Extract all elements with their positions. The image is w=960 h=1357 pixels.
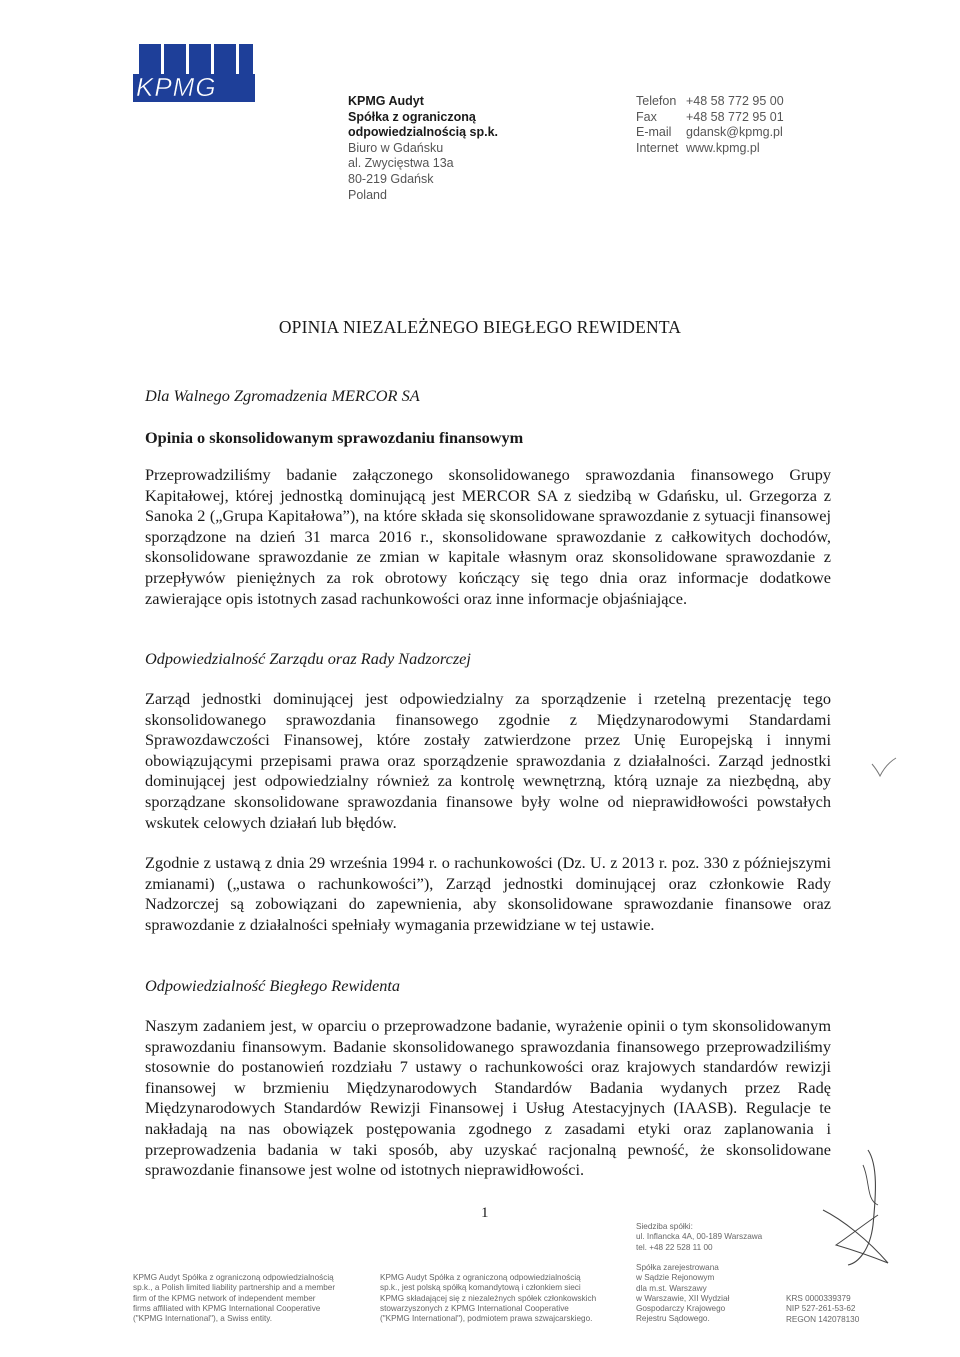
- paragraph-auditor-responsibility: Naszym zadaniem jest, w oparciu o przeprowadzone badanie, wyrażenie opinii o tym skonsolidowanym sprawozdaniu finansowym. Badanie skonsolidowanego sprawozdania finansowego przeprowadziliśmy stosownie do postanowień rozdziału 7 ustawy o rachunkowości oraz krajowych standardów rewizji finansowej w brzmieniu Międzynarodowych Standardów Badania wydanych przez Radę Międzynarodowych Standardów Rewizji Finansowej i Usług Atestacyjnych (IAASB). Regulacje te nakładają na nas obowiązek postępowania zgodnego z zasadami etyki oraz zaplanowania i przeprowadzenia badania w taki sposób, aby uzyskać racjonalną pewność, że skonsolidowane sprawozdanie finansowe jest wolne od istotnych nieprawidłowości.: [145, 1016, 831, 1180]
- handwritten-mark-icon: [868, 756, 898, 780]
- footer-line: Siedziba spółki:: [636, 1222, 693, 1231]
- footer-line: w Sądzie Rejonowym: [636, 1273, 715, 1283]
- company-name-line-3: odpowiedzialnością sp.k.: [348, 125, 499, 140]
- contact-label: Telefon: [636, 94, 677, 108]
- contact-row-phone: [636, 94, 784, 110]
- footer-line: NIP 527-261-53-62: [786, 1304, 856, 1314]
- section-heading-opinion: Opinia o skonsolidowanym sprawozdaniu finansowym: [145, 428, 524, 447]
- paragraph-audit-scope: Przeprowadziliśmy badanie załączonego skonsolidowanego sprawozdania finansowego Grupy Kapitałowej, której jednostką dominującą jest MERCOR SA z siedzibą w Gdańsku, ul. Grzegorza z Sanoka 2 („Grupa Kapitałowa”), na które składa się skonsolidowane sprawozdanie z sytuacji finansowej sporządzone na dzień 31 marca 2016 r., skonsolidowane sprawozdanie z całkowitych dochodów, skonsolidowane sprawozdanie ze zmian w kapitale własnym oraz skonsolidowane sprawozdanie z przepływów pieniężnych za rok obrotowy kończący się tego dnia oraz informacje dodatkowe zawierające opis istotnych zasad rachunkowości oraz inne informacje objaśniające.: [145, 465, 831, 608]
- svg-text:KPMG: KPMG: [136, 72, 217, 102]
- footer-line: KPMG Audyt Spółka z ograniczoną odpowiedzialnością: [380, 1273, 581, 1282]
- footer-registry-numbers: [786, 1294, 859, 1325]
- company-name-line-2: Spółka z ograniczoną: [348, 109, 476, 124]
- contact-label: Fax: [636, 109, 657, 124]
- address-line-1: Biuro w Gdańsku: [348, 140, 444, 155]
- footer-seat: [636, 1222, 762, 1253]
- contact-row-fax: [636, 110, 784, 126]
- footer-line: sp.k., a Polish limited liability partnership and a member: [133, 1283, 336, 1293]
- footer-line: sp.k., jest polską spółką komandytową i członkiem sieci: [380, 1283, 581, 1293]
- footer-line: firm of the KPMG network of independent member: [133, 1293, 316, 1303]
- footer-line: KPMG składającej się z niezależnych spółek członkowskich: [380, 1293, 597, 1303]
- footer-legal-pl: [380, 1273, 596, 1324]
- section-heading-management-responsibility: Odpowiedzialność Zarządu oraz Rady Nadzorczej: [145, 649, 471, 668]
- contact-row-internet: [636, 141, 784, 157]
- footer-line: dla m.st. Warszawy: [636, 1283, 707, 1293]
- signature-icon: [818, 1145, 893, 1270]
- footer-line: w Warszawie, XII Wydział: [636, 1293, 730, 1303]
- footer-line: Gospodarczy Krajowego: [636, 1304, 726, 1314]
- paragraph-management-responsibility: Zarząd jednostki dominującej jest odpowiedzialny za sporządzenie i rzetelną prezentację tego skonsolidowanego sprawozdania finansowego zgodnie z Międzynarodowymi Standardami Sprawozdawczości Finansowej, które zostały zatwierdzone przez Unię Europejską i innymi obowiązującymi przepisami prawa oraz sporządzenie sprawozdania z działalności. Zarząd jednostki dominującej jest odpowiedzialny również za kontrolę wewnętrzną, którą uznaje za niezbędną, aby sporządzane skonsolidowane sprawozdania finansowe były wolne od nieprawidłowości powstałych wskutek celowych działań lub błędów.: [145, 689, 831, 832]
- footer-line: ("KPMG International"), podmiotem prawa szwajcarskiego.: [380, 1314, 593, 1324]
- kpmg-logo: [133, 44, 255, 102]
- document-title: OPINIA NIEZALEŻNEGO BIEGŁEGO REWIDENTA: [278, 317, 682, 337]
- paragraph-accounting-act: Zgodnie z ustawą z dnia 29 września 1994 r. o rachunkowości (Dz. U. z 2013 r. poz. 330 z późniejszymi zmianami) („ustawa o rachunkowości”), Zarząd jednostki dominującej oraz członkowie Rady Nadzorczej są zobowiązani do zapewnienia, aby skonsolidowane sprawozdanie finansowe oraz sprawozdanie z działalności spełniały wymagania przewidziane w tej ustawie.: [145, 853, 831, 934]
- footer-line: Rejestru Sądowego.: [636, 1314, 710, 1324]
- section-heading-auditor-responsibility: Odpowiedzialność Biegłego Rewidenta: [145, 976, 401, 995]
- footer-registration: [636, 1263, 729, 1325]
- footer-line: KRS 0000339379: [786, 1294, 851, 1303]
- address-line-3: 80-219 Gdańsk: [348, 171, 434, 186]
- page-number: 1: [481, 1205, 489, 1221]
- footer-line: ul. Inflancka 4A, 00-189 Warszawa: [636, 1232, 763, 1242]
- address-line-2: al. Zwycięstwa 13a: [348, 156, 454, 171]
- footer-line: ("KPMG International"), a Swiss entity.: [133, 1314, 272, 1324]
- footer-line: tel. +48 22 528 11 00: [636, 1242, 713, 1252]
- footer-line: stowarzyszonych z KPMG International Cooperative: [380, 1303, 569, 1313]
- contact-value: www.kpmg.pl: [686, 140, 760, 155]
- footer-line: REGON 142078130: [786, 1314, 860, 1324]
- contact-value: gdansk@kpmg.pl: [686, 125, 783, 140]
- address-line-4: Poland: [348, 187, 387, 202]
- footer-line: firms affiliated with KPMG International Cooperative: [133, 1303, 321, 1313]
- contact-value: +48 58 772 95 01: [686, 109, 784, 124]
- footer-legal-en: [133, 1273, 335, 1324]
- footer-line: Spółka zarejestrowana: [636, 1263, 719, 1272]
- contact-block: [636, 94, 784, 156]
- company-address-block: [348, 94, 498, 203]
- addressee: Dla Walnego Zgromadzenia MERCOR SA: [145, 386, 420, 405]
- contact-label: E-mail: [636, 125, 672, 140]
- contact-value: +48 58 772 95 00: [686, 94, 784, 108]
- footer-line: KPMG Audyt Spółka z ograniczoną odpowiedzialnością: [133, 1273, 334, 1282]
- company-name-line-1: KPMG Audyt: [348, 94, 424, 108]
- contact-row-email: [636, 125, 784, 141]
- contact-label: Internet: [636, 140, 679, 155]
